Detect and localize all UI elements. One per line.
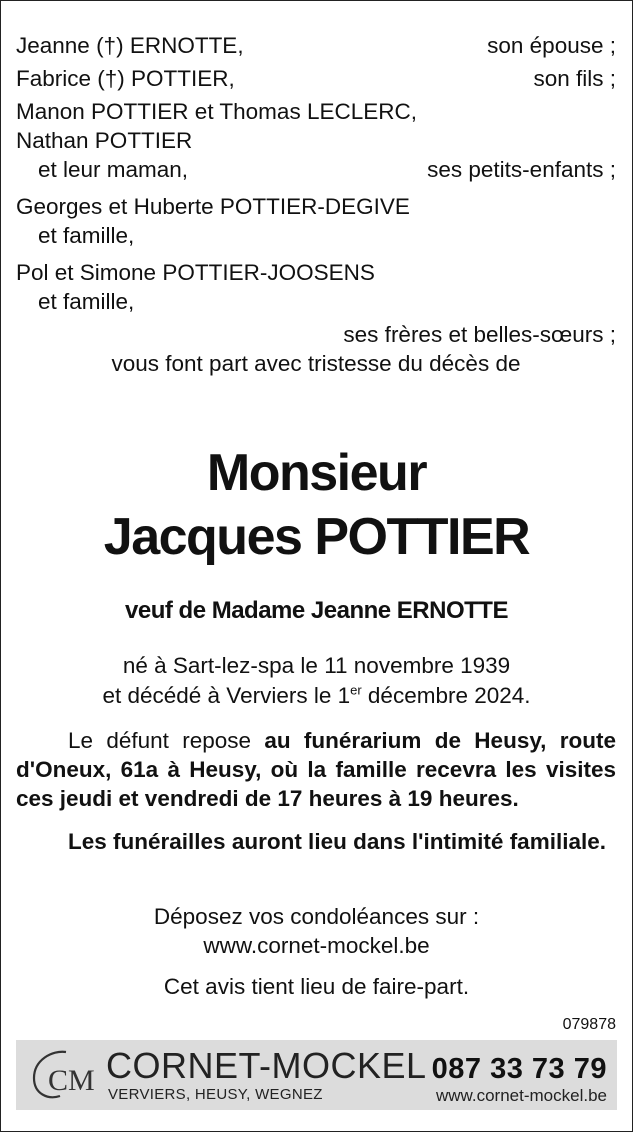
reference-number: 079878 <box>562 1016 616 1033</box>
condolences-url[interactable]: www.cornet-mockel.be <box>203 933 430 958</box>
repose-paragraph <box>16 726 616 813</box>
grandchildren-role: ses petits-enfants ; <box>427 157 616 182</box>
brand-name: CORNET-MOCKEL <box>106 1045 427 1086</box>
son-role: son fils ; <box>533 66 616 91</box>
spouse-name: Jeanne (†) ERNOTTE, <box>16 33 244 58</box>
sibling-2-family: et famille, <box>38 289 135 314</box>
grandchildren-role-row <box>16 155 616 184</box>
death-suffix: décembre 2024. <box>361 683 531 708</box>
grandchildren-line-2: Nathan POTTIER <box>16 128 193 153</box>
family-entry-son <box>16 64 616 93</box>
funeral-home-banner <box>16 1040 617 1110</box>
family-entry-grandchildren <box>16 97 616 184</box>
logo-letters: CM <box>48 1064 95 1097</box>
repose-bold: au funérarium de Heusy, route d'Oneux, 61a à Heusy, où la famille recevra les visites ces jeudi et vendredi de 17 heures à 19 heures. <box>16 728 616 811</box>
condolences-label: Déposez vos condoléances sur : <box>153 904 480 929</box>
deceased-title: Monsieur <box>206 444 427 502</box>
birth-death-dates <box>1 651 632 711</box>
repose-plain: Le défunt repose <box>68 728 265 753</box>
sibling-1-family: et famille, <box>38 223 135 248</box>
sibling-1-name: Georges et Huberte POTTIER-DEGIVE <box>16 194 410 219</box>
death-line <box>1 681 632 711</box>
spouse-role: son épouse ; <box>487 33 616 58</box>
condolences <box>1 902 632 960</box>
death-prefix: et décédé à Verviers le 1 <box>102 683 351 708</box>
grandchildren-mother: et leur maman, <box>38 157 189 182</box>
website-link[interactable]: www.cornet-mockel.be <box>435 1086 607 1105</box>
phone-number[interactable]: 087 33 73 79 <box>431 1053 607 1085</box>
siblings-role: ses frères et belles-sœurs ; <box>343 322 616 347</box>
grandchildren-line-1: Manon POTTIER et Thomas LECLERC, <box>16 99 417 124</box>
death-ordinal: er <box>350 682 362 698</box>
birth-line: né à Sart-lez-spa le 11 novembre 1939 <box>122 653 511 678</box>
funeral-text: Les funérailles auront lieu dans l'intimité familiale. <box>68 829 606 854</box>
widow-of: veuf de Madame Jeanne ERNOTTE <box>125 597 508 624</box>
family-entry-sibling-2 <box>16 258 616 316</box>
family-list <box>16 31 616 378</box>
brand-locations: VERVIERS, HEUSY, WEGNEZ <box>108 1086 323 1103</box>
family-entry-sibling-1 <box>16 192 616 250</box>
family-entry-spouse <box>16 31 616 60</box>
son-name: Fabrice (†) POTTIER, <box>16 66 235 91</box>
deceased-heading <box>1 441 632 569</box>
cornet-mockel-logo <box>22 1046 98 1104</box>
sibling-2-name: Pol et Simone POTTIER-JOOSENS <box>16 260 375 285</box>
deceased-name: Jacques POTTIER <box>103 508 530 566</box>
notice-text: Cet avis tient lieu de faire-part. <box>163 974 470 999</box>
funeral-paragraph <box>16 827 616 856</box>
intro-text: vous font part avec tristesse du décès de <box>111 351 521 376</box>
